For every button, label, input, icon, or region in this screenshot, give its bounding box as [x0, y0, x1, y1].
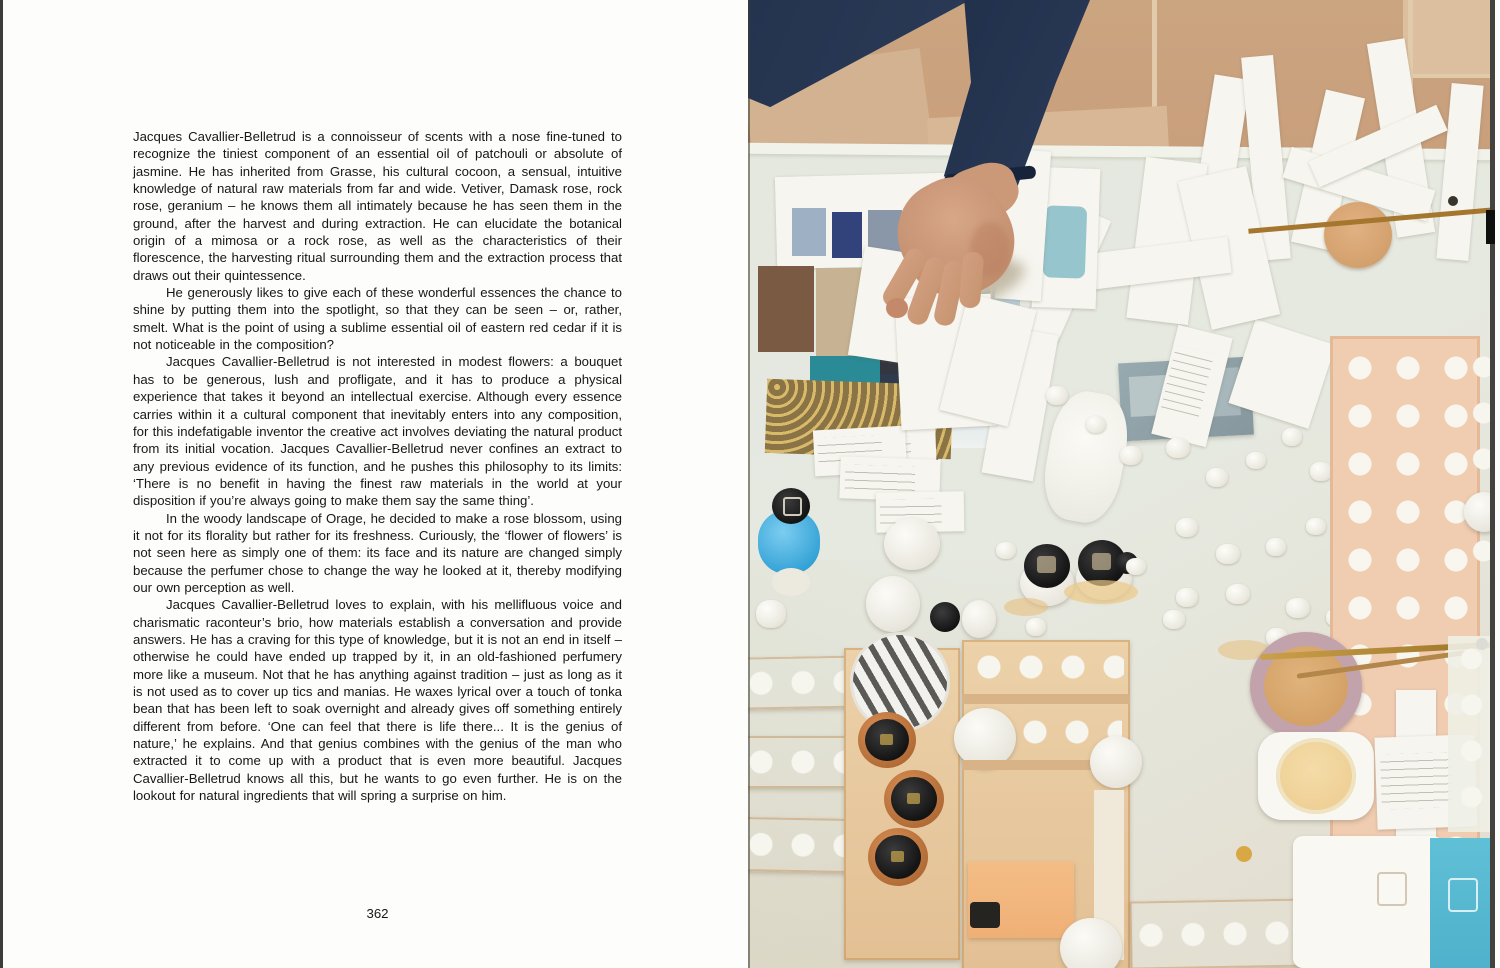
book-edge-left	[0, 0, 3, 968]
page-number: 362	[366, 906, 389, 921]
photo-edge-left	[748, 0, 750, 968]
photo-edge-right	[1490, 0, 1495, 968]
gold-cap	[1236, 846, 1252, 862]
page-text	[133, 128, 622, 804]
body-paragraph: Jacques Cavallier-Belletrud is not interested in modest flowers: a bouquet has to be generous, lush and profligate, and it has to produce a physical experience that takes it beyond an intellectual exercise. Although every essence carries within it a cultural component that inevitably enters into any composition, for this indefatigable inventor the creative act involves deviating the natural product from its initial vocation. Jacques Cavallier-Belletrud never confines an extract to any previous evidence of its function, and he pushes this philosophy to its limits: ‘There is no benefit in having the finest raw materials in the world at your disposition if you’re always going to make them say the same thing’.	[133, 354, 622, 509]
box-emblem	[1448, 878, 1478, 912]
jar-tray	[844, 648, 960, 960]
box-emblem	[1377, 872, 1407, 906]
hand	[748, 0, 1495, 420]
vial-rack-large	[962, 640, 1130, 968]
teal-box	[1430, 838, 1495, 968]
glass-vials	[1448, 636, 1495, 832]
body-paragraph: In the woody landscape of Orage, he decided to make a rose blossom, using it not for its florality but rather for its freshness. Curiously, the ‘flower of flowers’ is not seen here as simply one of them: its face and its nature are changed simply because the perfumer chose to change the way he looked at it, thereby modifying our own perception as well.	[133, 510, 622, 595]
perfumers-table-photo	[748, 0, 1495, 968]
body-paragraph: He generously likes to give each of these wonderful essences the chance to shine by putting them into the spotlight, so that they can be seen – or, rather, smelt. What is the point of using a sublime essential oil of eastern red cedar if it is not noticeable in the composition?	[133, 285, 622, 353]
vial-rack	[748, 817, 852, 873]
edge-notch	[1486, 210, 1495, 244]
cream-jar	[1258, 732, 1374, 820]
vial-rack-bottom	[1129, 898, 1310, 968]
white-boxes	[1293, 836, 1443, 968]
body-paragraph: Jacques Cavallier-Belletrud is a connoisseur of scents with a nose fine-tuned to recognize the tiniest component of an essential oil of patchouli or absolute of jasmine. He has inherited from Grasse, his cultural cocoon, a sensual, intuitive knowledge of natural raw materials from far and wide. Vetiver, Damask rose, rock rose, geranium – he knows them all intimately because he has seen them in the ground, after the harvest and during extraction. He can elucidate the botanical origin of a mimosa or a rock rose, as well as the characteristics of their florescence, the harvesting ritual surrounding them and the extraction process that draws out their quintessence.	[133, 129, 622, 283]
body-paragraph: Jacques Cavallier-Belletrud loves to explain, with his mellifluous voice and charismatic raconteur’s brio, how materials establish a conversation and provide answers. He has a craving for this type of knowledge, but it is not an end in itself – otherwise he could have ended up trapped by it, in an old-fashioned perfumery more like a museum. Not that he has anything against tradition – just as long as it is not used as to cover up tics and manias. He waxes lyrical over a touch of tonka bean that has been left to soak overnight and already gives off something entirely different from before. ‘One can feel that there is life there... It is the genius of nature,’ he explains. And that genius combines with the genius of the man who extracted it to come up with a product that is even more beautiful. Jacques Cavallier-Belletrud knows all this, but he wants to go even further. He is on the lookout for natural ingredients that will spring a surprise on him.	[133, 597, 622, 804]
